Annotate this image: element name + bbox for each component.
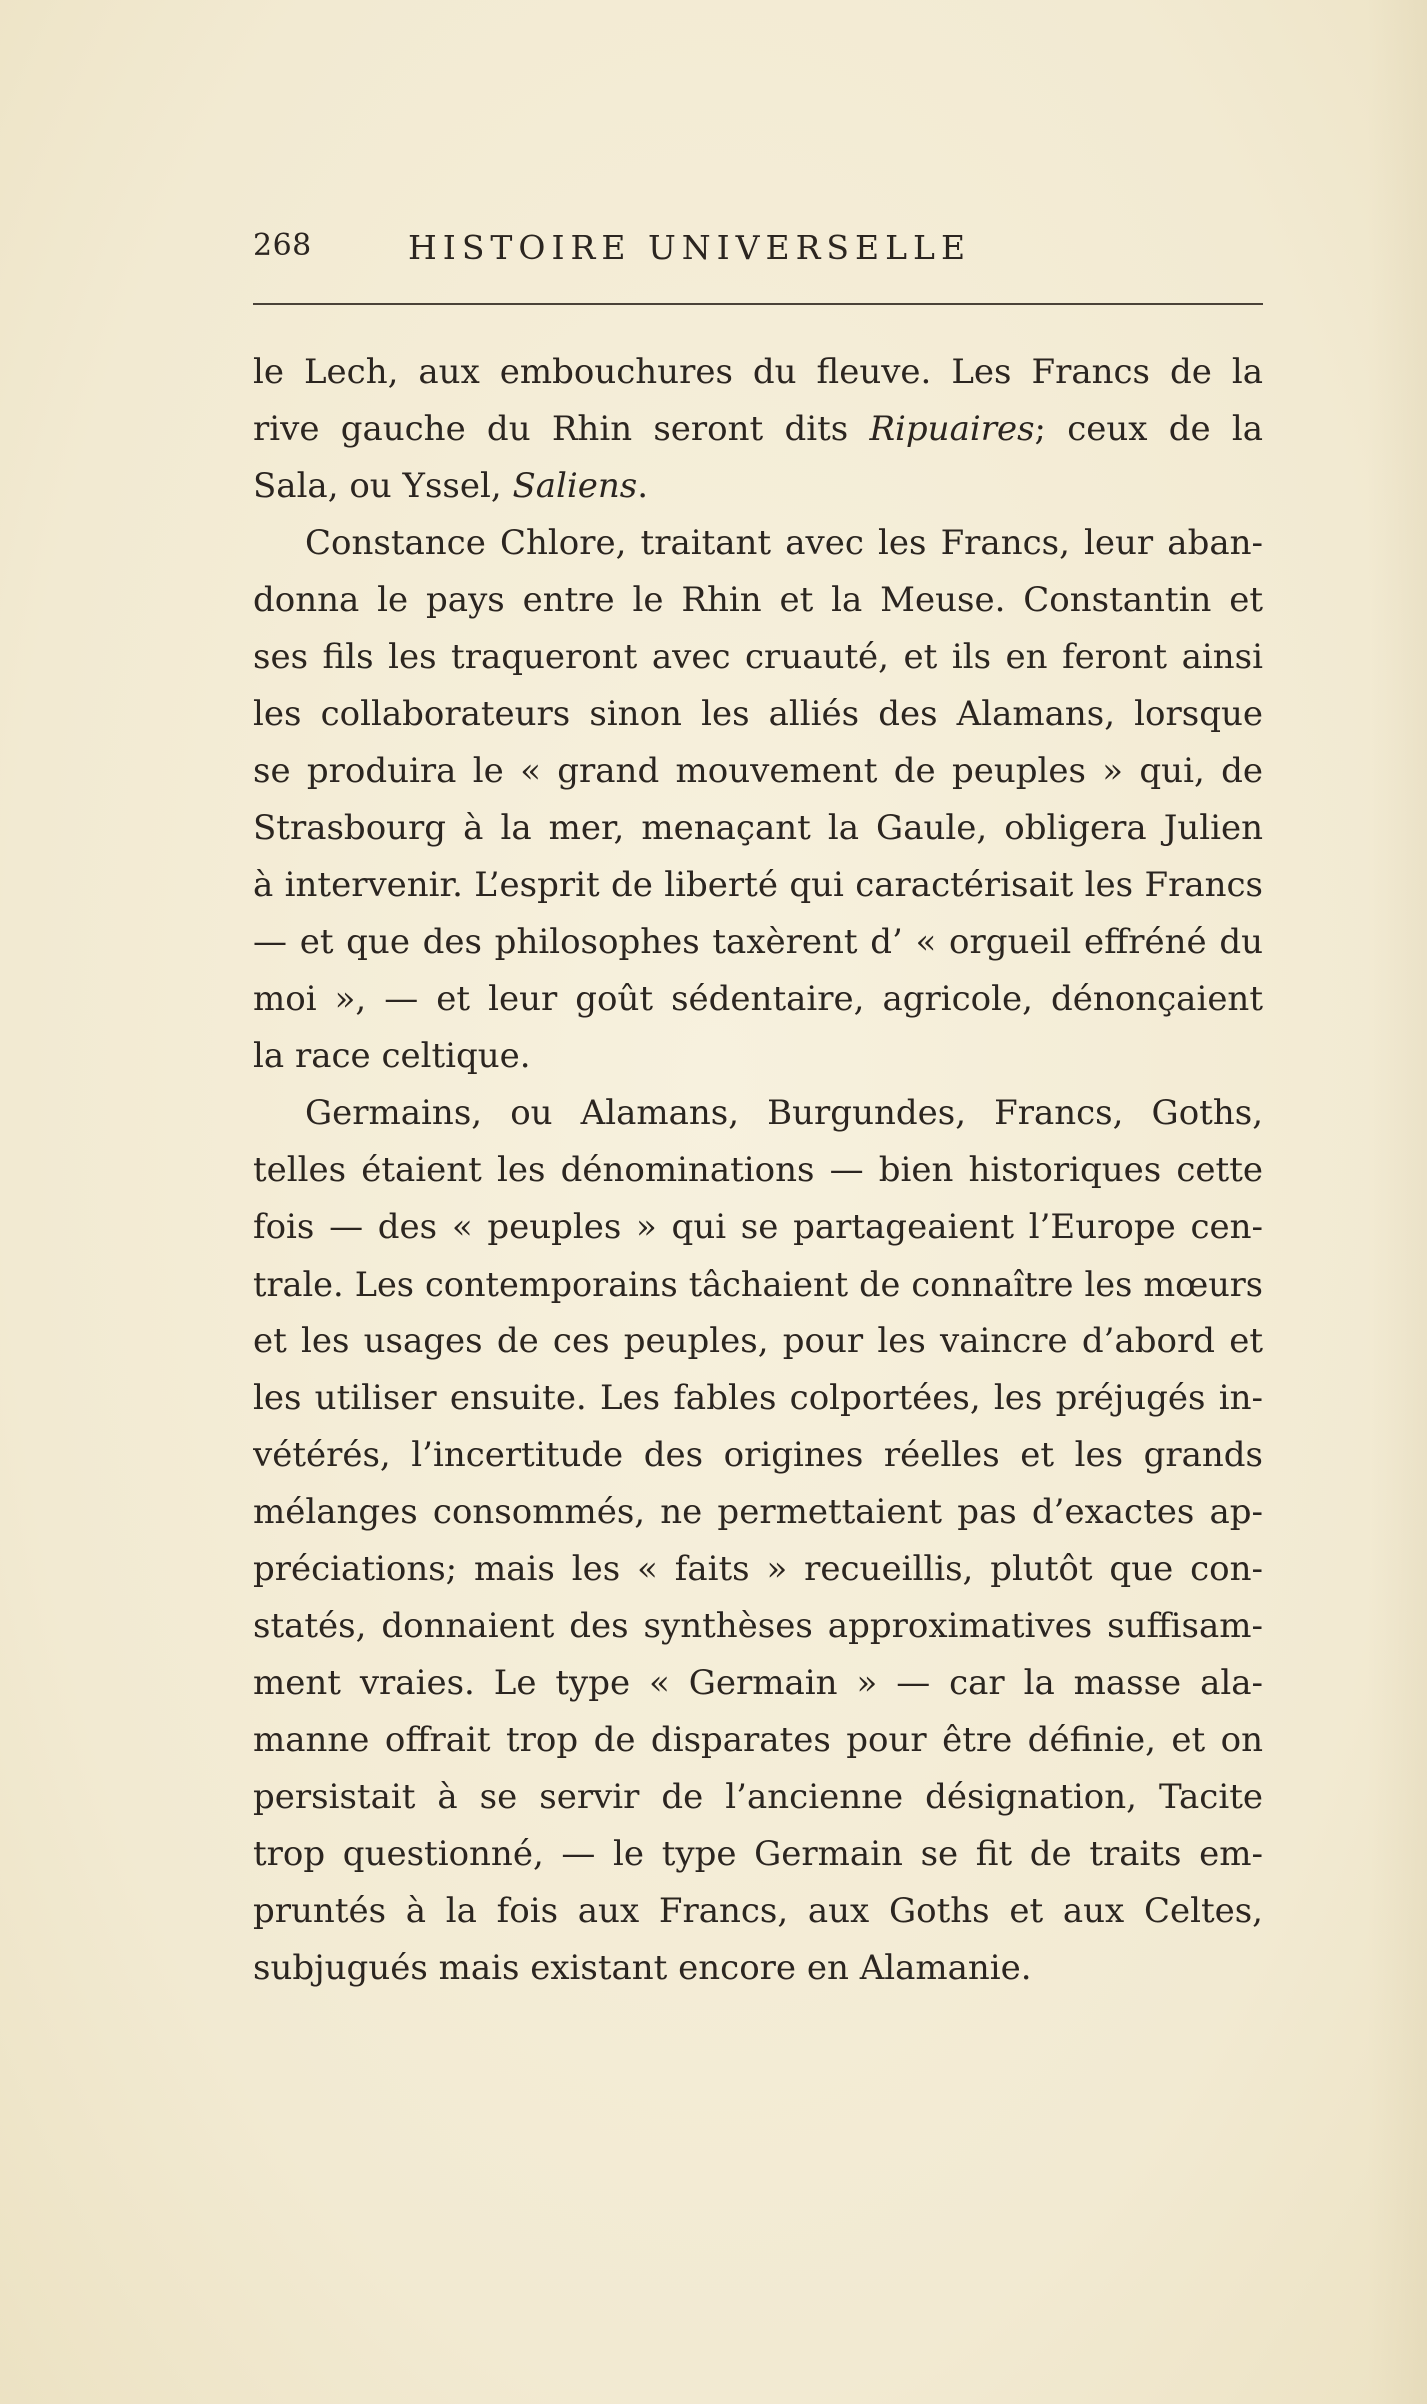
running-head — [253, 228, 1263, 278]
text-line: manne offrait trop de disparates pour être définie, et on — [253, 1720, 1263, 1760]
text-line: à intervenir. L’esprit de liberté qui caractérisait les Francs — [253, 865, 1263, 905]
text-line: trale. Les contemporains tâchaient de connaître les mœurs — [253, 1265, 1263, 1304]
text-line: rive gauche du Rhin seront dits Ripuaires; ceux de la — [253, 409, 1263, 449]
text-line: préciations; mais les « faits » recueillis, plutôt que con- — [253, 1549, 1263, 1589]
text-line: Strasbourg à la mer, menaçant la Gaule, obligera Julien — [253, 808, 1263, 848]
text-line: mélanges consommés, ne permettaient pas d’exactes ap- — [253, 1492, 1263, 1532]
page-edge-shadow — [1367, 0, 1427, 2404]
text-line: trop questionné, — le type Germain se fit de traits em- — [253, 1834, 1263, 1874]
text-line: Constance Chlore, traitant avec les Francs, leur aban- — [305, 523, 1263, 563]
text-line: — et que des philosophes taxèrent d’ « orgueil effréné du — [253, 922, 1263, 962]
text-line: statés, donnaient des synthèses approximatives suffisam- — [253, 1606, 1263, 1646]
text-line: le Lech, aux embouchures du fleuve. Les Francs de la — [253, 352, 1263, 392]
text-line: ses fils les traqueront avec cruauté, et ils en feront ainsi — [253, 637, 1263, 677]
text-line: donna le pays entre le Rhin et la Meuse. Constantin et — [253, 580, 1263, 620]
text-line: Sala, ou Yssel, Saliens. — [253, 466, 649, 506]
text-line: se produira le « grand mouvement de peuples » qui, de — [253, 751, 1263, 791]
text-line: telles étaient les dénominations — bien historiques cette — [253, 1150, 1263, 1190]
text-line: et les usages de ces peuples, pour les vaincre d’abord et — [253, 1321, 1263, 1361]
text-line: persistait à se servir de l’ancienne désignation, Tacite — [253, 1777, 1263, 1817]
text-line: vétérés, l’incertitude des origines réelles et les grands — [253, 1435, 1263, 1475]
page-number: 268 — [253, 228, 312, 263]
text-line: ment vraies. Le type « Germain » — car la masse ala- — [253, 1663, 1263, 1703]
header-rule — [253, 303, 1263, 305]
text-line: subjugués mais existant encore en Alamanie. — [253, 1948, 1032, 1988]
text-line: fois — des « peuples » qui se partageaient l’Europe cen- — [253, 1207, 1263, 1247]
text-line: la race celtique. — [253, 1036, 531, 1076]
italic-term: Ripuaires — [869, 409, 1035, 449]
body-text — [253, 344, 1263, 1997]
text-line: Germains, ou Alamans, Burgundes, Francs, Goths, — [305, 1093, 1263, 1133]
text-line: les collaborateurs sinon les alliés des Alamans, lorsque — [253, 694, 1263, 734]
text-line: moi », — et leur goût sédentaire, agricole, dénonçaient — [253, 979, 1263, 1019]
italic-term: Saliens — [512, 466, 638, 506]
text-line: les utiliser ensuite. Les fables colportées, les préjugés in- — [253, 1378, 1263, 1418]
text-line: pruntés à la fois aux Francs, aux Goths et aux Celtes, — [253, 1891, 1263, 1931]
running-title: HISTOIRE UNIVERSELLE — [408, 228, 972, 267]
